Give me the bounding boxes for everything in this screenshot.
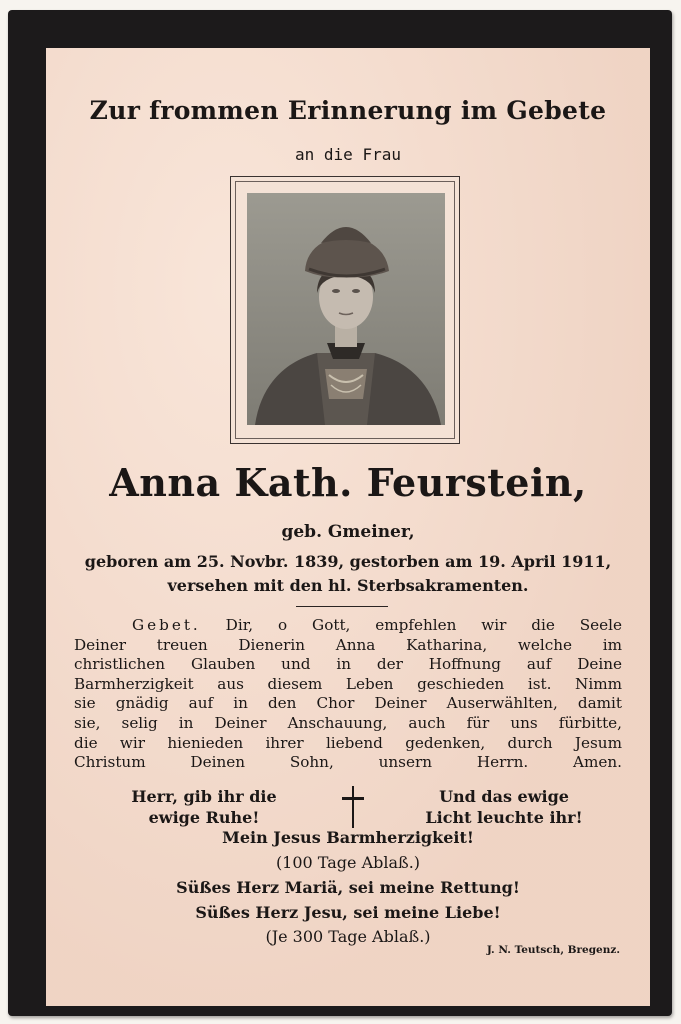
divider-rule <box>296 606 388 607</box>
prayer-line: Deiner treuen Dienerin Anna Katharina, welche im <box>74 635 622 654</box>
prayer-text <box>74 616 622 773</box>
portrait-frame <box>230 176 460 444</box>
verse-left-line-1: Herr, gib ihr die <box>131 787 277 806</box>
prayer-line: sie, selig in Deiner Anschauung, auch für uns fürbitte, <box>74 713 622 732</box>
indulgence-note-300: (Je 300 Tage Ablaß.) <box>265 927 431 946</box>
ejaculation-mary: Süßes Herz Mariä, sei meine Rettung! <box>176 878 520 897</box>
verse-left-line-2: ewige Ruhe! <box>148 808 260 827</box>
prayer-line: sie gnädig auf in den Chor Deiner Auserwählten, damit <box>74 694 622 713</box>
portrait-photo <box>247 193 445 425</box>
prayer-lead: Gebet. <box>132 616 201 634</box>
maiden-name: geb. Gmeiner, <box>281 522 415 542</box>
prayer-line: Christum Deinen Sohn, unsern Herrn. Amen. <box>74 753 622 772</box>
verse-right-line-1: Und das ewige <box>439 787 569 806</box>
verse-right <box>404 786 604 828</box>
indulgence-note-100: (100 Tage Ablaß.) <box>275 853 421 872</box>
card-subheading: an die Frau <box>295 145 401 164</box>
card-paper <box>46 48 650 1006</box>
card-heading: Zur frommen Erinnerung im Gebete <box>89 96 607 125</box>
prayer-line <box>74 616 622 636</box>
prayer-line: die wir hienieden ihrer liebend gedenken, durch Jesum <box>74 733 622 752</box>
memorial-card <box>8 10 672 1016</box>
ejaculation-mercy: Mein Jesus Barmherzigkeit! <box>222 828 474 847</box>
cross-icon <box>340 785 366 829</box>
prayer-first-rest: Dir, o Gott, empfehlen wir die Seele <box>225 616 622 634</box>
prayer-line: christlichen Glauben und in der Hoffnung auf Deine <box>74 655 622 674</box>
life-dates: geboren am 25. Novbr. 1839, gestorben am 19. April 1911, <box>84 552 612 571</box>
sacraments-note: versehen mit den hl. Sterbsakramenten. <box>167 576 529 595</box>
ejaculation-jesus: Süßes Herz Jesu, sei meine Liebe! <box>195 903 501 922</box>
prayer-line: Barmherzigkeit aus diesem Leben geschieden ist. Nimm <box>74 674 622 693</box>
deceased-name: Anna Kath. Feurstein, <box>109 460 587 505</box>
verse-left <box>104 786 304 828</box>
printer-imprint: J. N. Teutsch, Bregenz. <box>486 944 620 956</box>
verse-right-line-2: Licht leuchte ihr! <box>425 808 583 827</box>
